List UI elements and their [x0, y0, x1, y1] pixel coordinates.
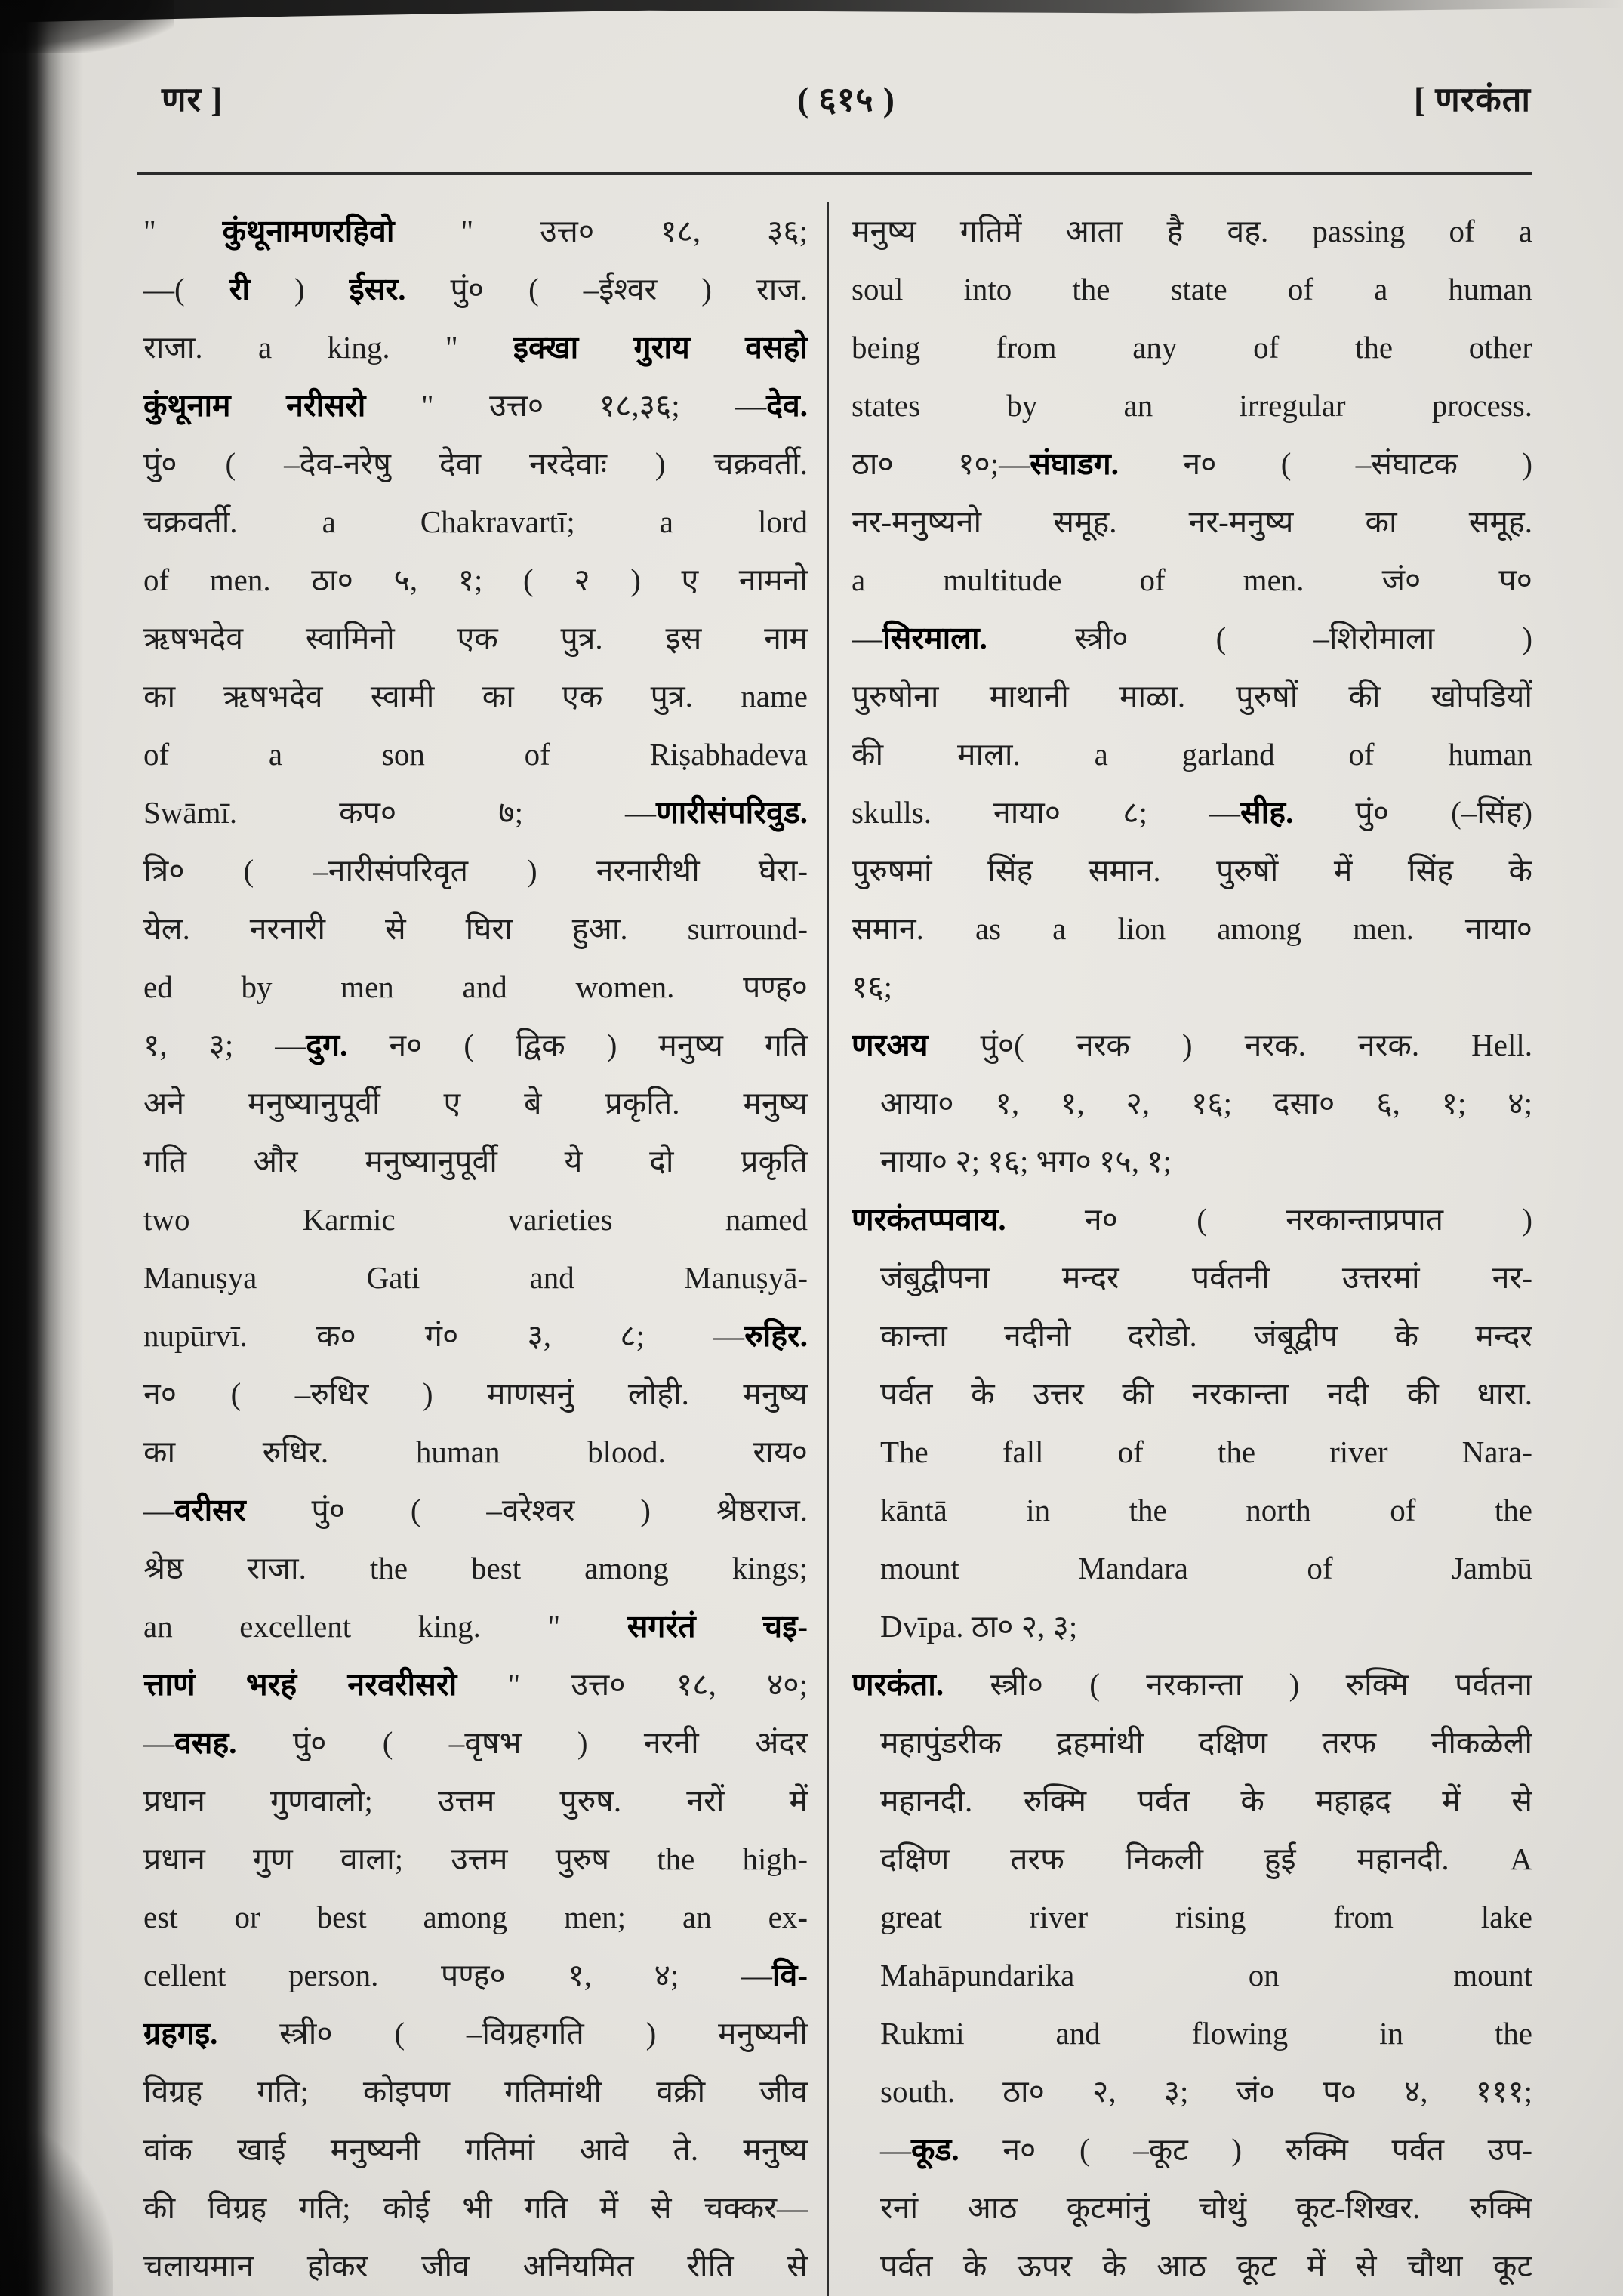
text-line: ग्रहगइ. स्त्री० ( –विग्रहगति ) मनुष्यनी	[143, 2016, 808, 2051]
text-line: being from any of the other	[852, 330, 1532, 365]
text-line: नाया० २; १६; भग० १५, १;	[880, 1144, 1172, 1179]
left-column	[143, 202, 808, 2296]
text-line: ठा० १०;—संघाडग. न० ( –संघाटक )	[852, 446, 1532, 481]
scan-binding-edge	[0, 0, 83, 2296]
text-line: a multitude of men. जं० प०	[852, 562, 1532, 597]
text-line: south. ठा० २, ३; जं० प० ४, १११;	[880, 2074, 1532, 2109]
text-line: an excellent king. " सगरंतं चइ-	[143, 1609, 808, 1644]
header-page-number: ( ६१५ )	[797, 81, 895, 119]
text-line: गति और मनुष्यानुपूर्वी ये दो प्रकृति	[143, 1144, 808, 1179]
text-line: Rukmi and flowing in the	[880, 2016, 1532, 2051]
text-line: पुरुषमां सिंह समान. पुरुषों में सिंह के	[852, 853, 1532, 888]
text-line: समान. as a lion among men. नाया०	[852, 911, 1532, 946]
text-line: ed by men and women. पण्ह०	[143, 969, 808, 1004]
text-line: न० ( –रुधिर ) माणसनुं लोही. मनुष्य	[143, 1376, 808, 1411]
text-line: Manuṣya Gati and Manuṣyā-	[143, 1260, 808, 1295]
text-line: वांक खाई मनुष्यनी गतिमां आवे ते. मनुष्य	[143, 2132, 808, 2167]
text-line: १, ३; —दुग. न० ( द्विक ) मनुष्य गति	[143, 1028, 808, 1062]
text-line: of men. ठा० ५, १; ( २ ) ए नामनो	[143, 562, 808, 597]
text-line: येल. नरनारी से घिरा हुआ. surround-	[143, 911, 808, 946]
text-line: त्ताणं भरहं नरवरीसरो " उत्त० १८, ४०;	[143, 1667, 808, 1702]
text-line: kāntā in the north of the	[880, 1493, 1532, 1527]
text-line: चक्रवर्ती. a Chakravartī; a lord	[143, 504, 808, 539]
text-line: प्रधान गुणवालो; उत्तम पुरुष. नरों में	[143, 1783, 808, 1818]
text-line: चलायमान होकर जीव अनियमित रीति से	[143, 2248, 808, 2283]
text-line: nupūrvī. क० गं० ३, ८; —रुहिर.	[143, 1318, 808, 1353]
text-line: —कूड. न० ( –कूट ) रुक्मि पर्वत उप-	[880, 2132, 1532, 2167]
text-line: of a son of Riṣabhadeva	[143, 737, 808, 772]
text-line: पर्वत के उत्तर की नरकान्ता नदी की धारा.	[880, 1376, 1532, 1411]
text-line: की माला. a garland of human	[852, 737, 1532, 772]
text-line: —( री ) ईसर. पुं० ( –ईश्वर ) राज.	[143, 272, 808, 307]
text-line: प्रधान गुण वाला; उत्तम पुरुष the high-	[143, 1841, 808, 1876]
text-line: states by an irregular process.	[852, 388, 1532, 423]
text-line: ऋषभदेव स्वामिनो एक पुत्र. इस नाम	[143, 621, 808, 655]
text-line: महापुंडरीक द्रहमांथी दक्षिण तरफ नीकळेली	[880, 1725, 1532, 1760]
column-divider-rule	[827, 202, 829, 2296]
text-line: त्रि० ( –नारीसंपरिवृत ) नरनारीथी घेरा-	[143, 853, 808, 888]
right-column	[852, 202, 1532, 2296]
dictionary-body	[143, 202, 1532, 2296]
text-line: skulls. नाया० ८; —सीह. पुं० (–सिंह)	[852, 795, 1532, 830]
text-line: great river rising from lake	[880, 1900, 1532, 1934]
text-line: Swāmī. कप० ७; —णारीसंपरिवुड.	[143, 795, 808, 830]
header-catchword-right: [ णरकंता	[1413, 81, 1531, 119]
text-line: The fall of the river Nara-	[880, 1435, 1532, 1469]
text-line: अने मनुष्यानुपूर्वी ए बे प्रकृति. मनुष्य	[143, 1086, 808, 1120]
text-line: राजा. a king. " इक्खा गुराय वसहो	[143, 330, 808, 365]
text-line: mount Mandara of Jambū	[880, 1551, 1532, 1586]
text-line: मनुष्य गतिमें आता है वह. passing of a	[852, 214, 1532, 248]
scan-corner-artifact	[0, 0, 174, 53]
text-line: पुं० ( –देव-नरेषु देवा नरदेवाः ) चक्रवर्ती.	[143, 446, 808, 481]
text-line: णरअय पुं०( नरक ) नरक. नरक. Hell.	[852, 1028, 1532, 1062]
header-catchword-left: णर ]	[162, 81, 223, 119]
text-line: कान्ता नदीनो दरोडो. जंबूद्वीप के मन्दर	[880, 1318, 1532, 1353]
text-line: Mahāpundarika on mount	[880, 1958, 1532, 1992]
page-header	[162, 76, 1531, 122]
text-line: —वरीसर पुं० ( –वरेश्वर ) श्रेष्ठराज.	[143, 1493, 808, 1527]
text-line: रनां आठ कूटमांनुं चोथुं कूट-शिखर. रुक्मि	[880, 2190, 1532, 2225]
text-line: " कुंथूनामणरहिवो " उत्त० १८, ३६;	[143, 214, 808, 248]
text-line: १६;	[852, 969, 893, 1004]
text-line: कुंथूनाम नरीसरो " उत्त० १८,३६; —देव.	[143, 388, 808, 423]
text-line: —सिरमाला. स्त्री० ( –शिरोमाला )	[852, 621, 1532, 655]
text-line: est or best among men; an ex-	[143, 1900, 808, 1934]
text-line: विग्रह गति; कोइपण गतिमांथी वक्री जीव	[143, 2074, 808, 2109]
text-line: णरकंता. स्त्री० ( नरकान्ता ) रुक्मि पर्वतना	[852, 1667, 1532, 1702]
scan-top-edge	[0, 0, 1623, 23]
text-line: णरकंतप्पवाय. न० ( नरकान्ताप्रपात )	[852, 1202, 1532, 1237]
text-line: जंबुद्वीपना मन्दर पर्वतनी उत्तरमां नर-	[880, 1260, 1532, 1295]
text-line: आया० १, १, २, १६; दसा० ६, १; ४;	[880, 1086, 1532, 1120]
text-line: —वसह. पुं० ( –वृषभ ) नरनी अंदर	[143, 1725, 808, 1760]
text-line: cellent person. पण्ह० १, ४; —वि-	[143, 1958, 808, 1992]
text-line: का रुधिर. human blood. राय०	[143, 1435, 808, 1469]
text-line: पर्वत के ऊपर के आठ कूट में से चौथा कूट	[880, 2248, 1532, 2283]
text-line: की विग्रह गति; कोई भी गति में से चक्कर—	[143, 2190, 808, 2225]
text-line: two Karmic varieties named	[143, 1202, 808, 1237]
text-line: पुरुषोना माथानी माळा. पुरुषों की खोपडियों	[852, 679, 1532, 713]
text-line: दक्षिण तरफ निकली हुई महानदी. A	[880, 1841, 1532, 1876]
text-line: soul into the state of a human	[852, 272, 1532, 307]
text-line: Dvīpa. ठा० २, ३;	[880, 1609, 1078, 1644]
text-line: श्रेष्ठ राजा. the best among kings;	[143, 1551, 808, 1586]
text-line: का ऋषभदेव स्वामी का एक पुत्र. name	[143, 679, 808, 713]
text-line: महानदी. रुक्मि पर्वत के महाह्रद में से	[880, 1783, 1532, 1818]
text-line: नर-मनुष्यनो समूह. नर-मनुष्य का समूह.	[852, 504, 1532, 539]
header-rule	[137, 172, 1532, 175]
